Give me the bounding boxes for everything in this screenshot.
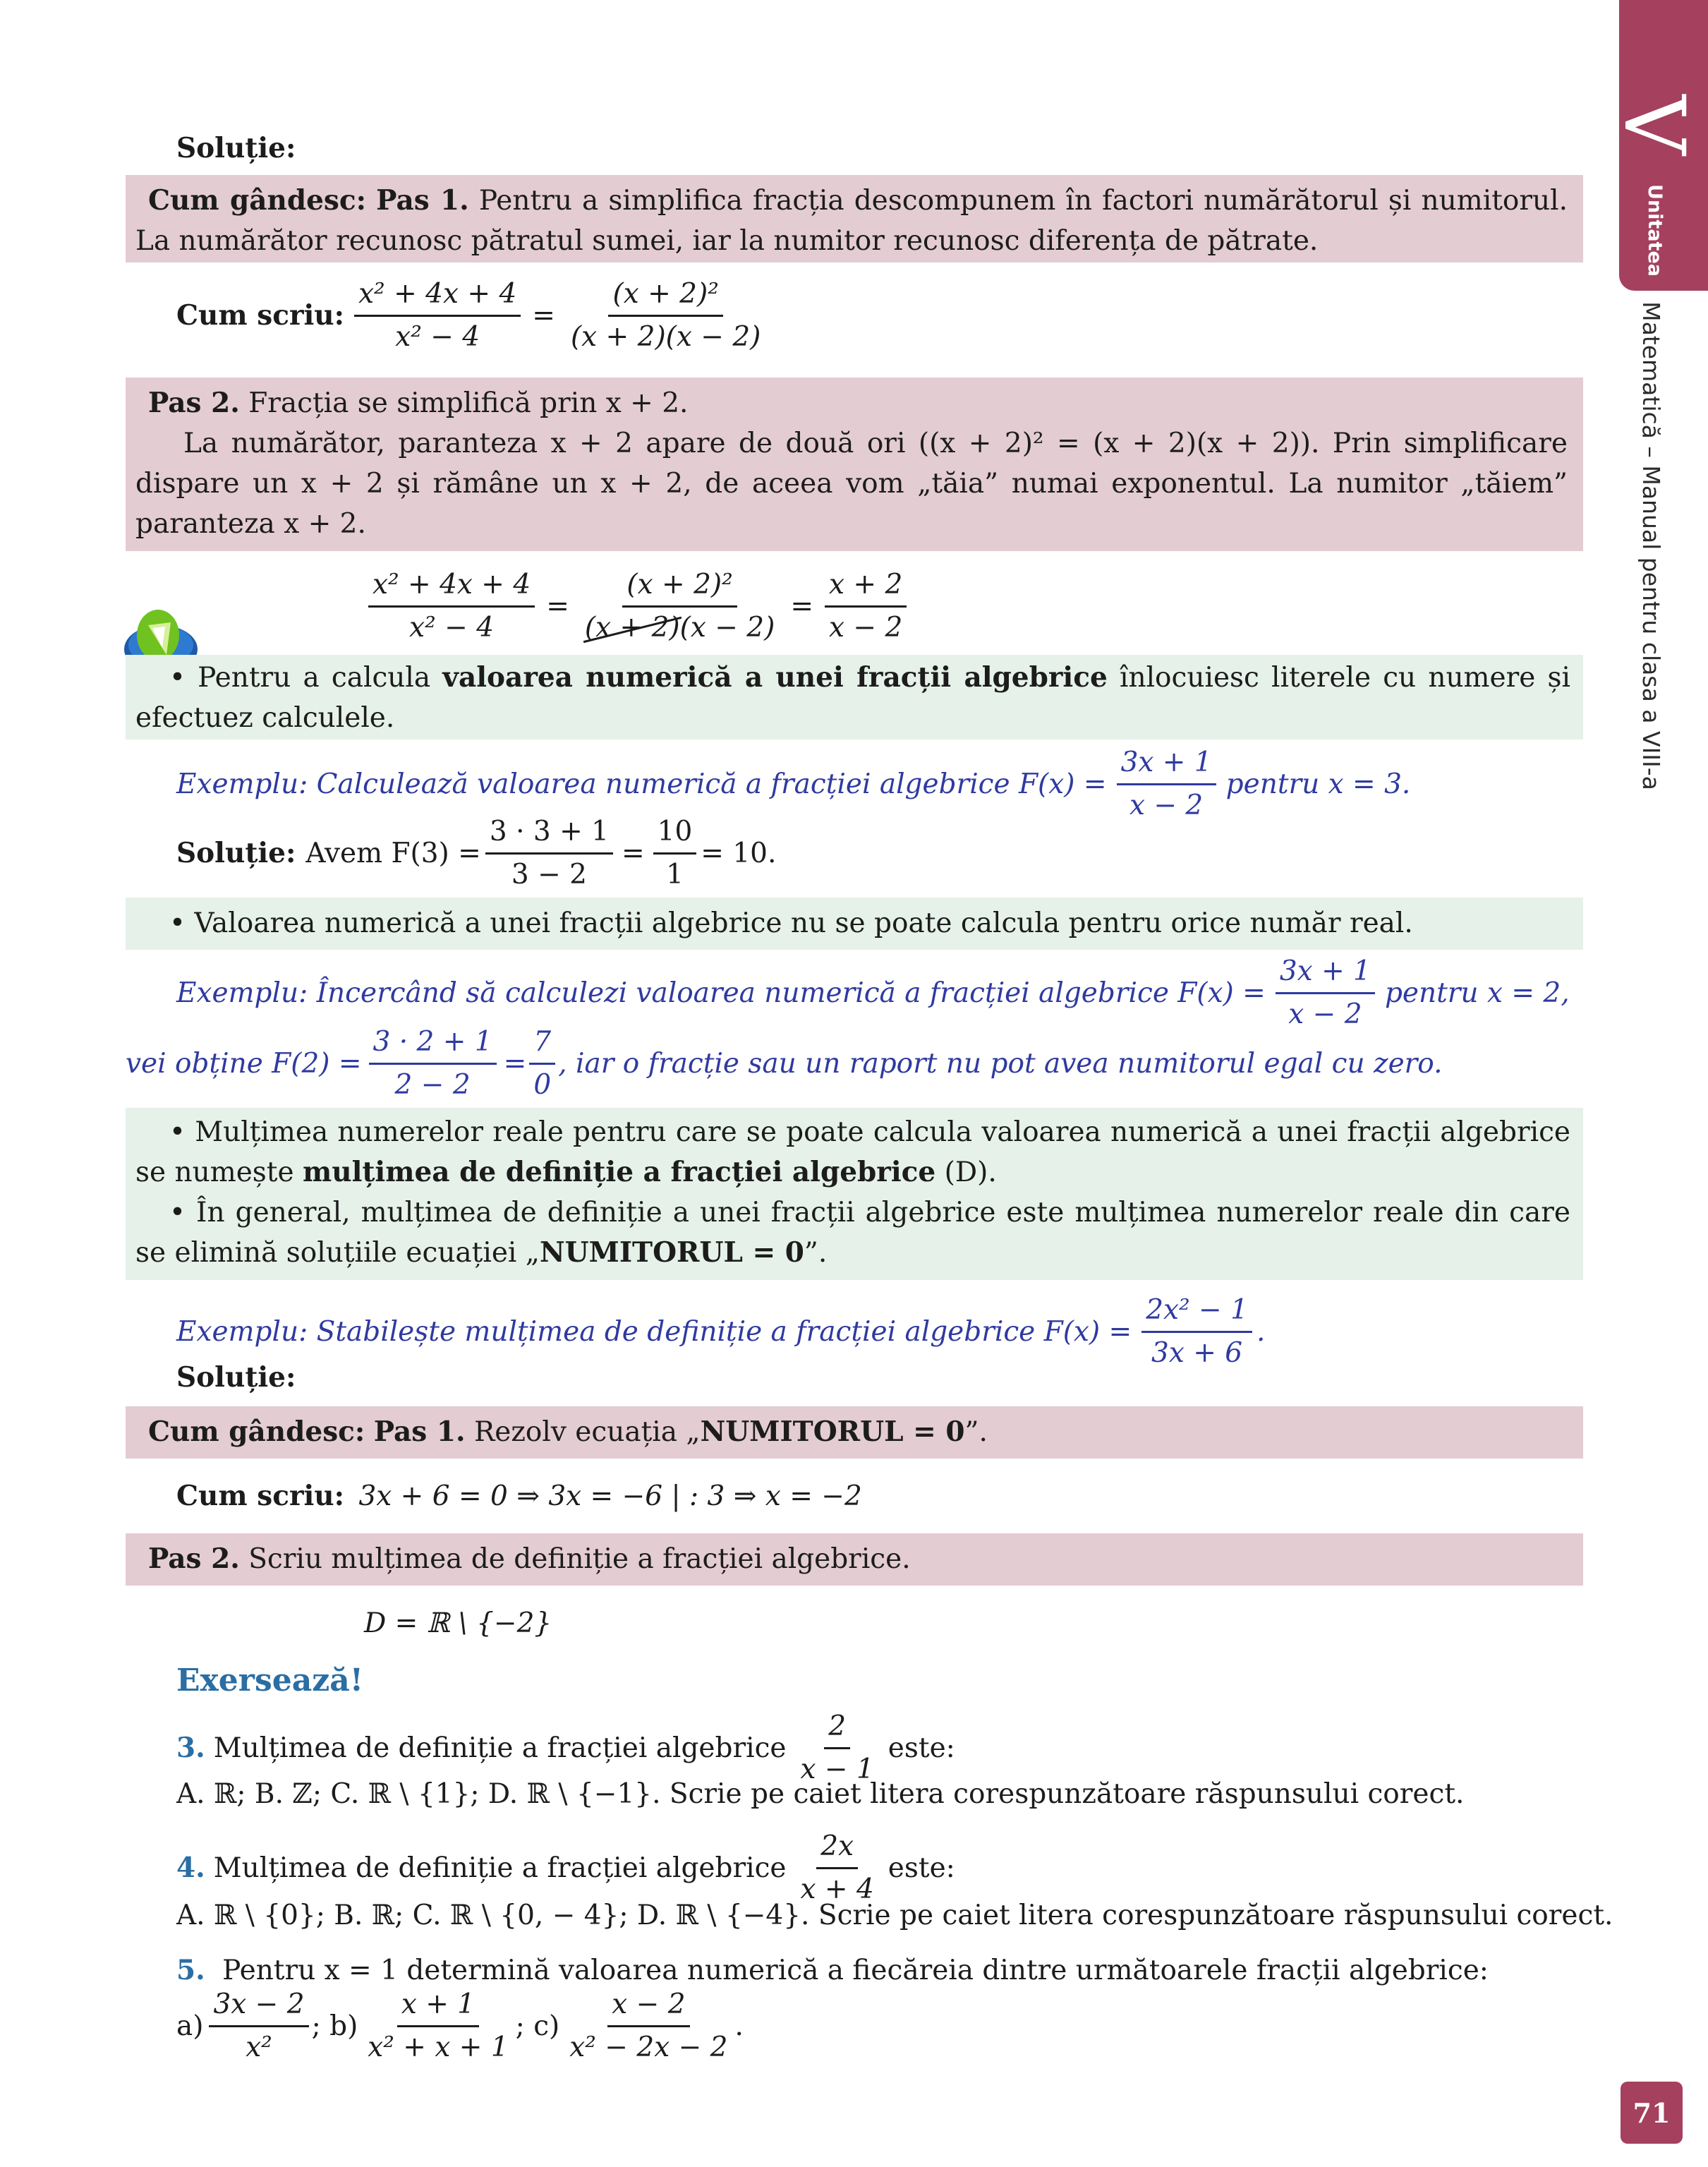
step2-line2: La numărător, paranteza x + 2 apare de două ori ((x + 2)² = (x + 2)(x + 2)). Prin simplificare dispare un x + 2 și rămâne un x + 2, de aceea vom „tăia” numai exponentul. La numitor „tăiem” paranteza x + 2. [135,428,1568,540]
step2-line1: Fracția se simplifică prin x + 2. [248,387,689,419]
example-1: Exemplu: Calculează valoarea numerică a fracției algebrice F(x) = $\frac{3x + 1}{x - 2}$ pentru x = 3. [176,742,1410,826]
think-step1-box-2: Cum gândesc: Pas 1. Rezolv ecuația „NUMITORUL = 0”. [126,1406,1583,1459]
solution-label: Soluție: [176,132,296,164]
book-title: Matematică – Manual pentru clasa a VIII-a [1637,301,1665,790]
write-row-2: Cum scriu: 3x + 6 = 0 ⇒ 3x = −6 | : 3 ⇒ x = −2 [176,1480,862,1512]
exercise-3: 3. Mulțimea de definiție a fracției algebrice $\frac{2}{x - 1}$ este: [176,1706,955,1790]
exercise-5-fractions: a) $\frac{3x - 2}{\text{x²}}$ ; b) $\frac{x + 1}{\text{x² + x + 1}}$ ; c) $\frac{x - 2}{\text{x² − 2x − 2}}$ . [176,1984,744,2068]
example-2-line1: Exemplu: Încercând să calculezi valoarea numerică a fracției algebrice F(x) = $\frac{3x + 1}{x - 2}$ pentru x = 2, [176,951,1585,1035]
example-1-solution: Soluție: Avem F(3) = $\frac{3 \cdot 3 + 1}{3 - 2}$ = $\frac{10}{1}$ = 10. [176,811,776,895]
step1-label: Pas 1. [376,184,469,217]
info-box-domain: • Mulțimea numerelor reale pentru care se poate calcula valoarea numerică a unei fracții algebrice se numește mulțimea de definiție a fracției algebrice (D). • În general, mulțimea de definiție a unei fracții algebrice este mulțimea numerelor reale din care se elimină soluțiile ecuației „NUMITORUL = 0”. [126,1108,1583,1280]
exercise-4: 4. Mulțimea de definiție a fracției algebrice $\frac{2x}{x + 4}$ este: [176,1826,955,1910]
think-step2-box [126,378,1583,551]
write-row-1: Cum scriu: $\frac{\text{x² + 4x + 4}}{\text{x² − 4}}$ = $\frac{\text{(x + 2)²}}{(x + 2)(x - 2)}$ [176,274,769,358]
fraction-original-2: $\frac{\text{x² + 4x + 4}}{\text{x² − 4}}$ [368,565,535,648]
example-3-solution-label: Soluție: [176,1361,296,1394]
fraction-factored: $\frac{\text{(x + 2)²}}{(x + 2)(x - 2)}$ [567,274,765,358]
unit-label: Unitatea [1643,183,1666,277]
struck-factor: (x + 2) [585,608,680,648]
fraction-struck: $\frac{\text{(x + 2)²}}{(x + 2)(x - 2)}$ [581,565,779,648]
simplification-row: $\frac{\text{x² + 4x + 4}}{\text{x² − 4}}$ = $\frac{\text{(x + 2)²}}{(x + 2)(x - 2)}$ = $\frac{x + 2}{x - 2}$ [364,565,911,648]
cum-gandesc-label: Cum gândesc: [148,184,367,217]
think-step1-box [126,175,1583,262]
unit-numeral: V [1606,95,1703,155]
example-2-line2: vei obține F(2) = $\frac{3 \cdot 2 + 1}{2 - 2}$ = $\frac{7}{0}$ , iar o fracție sau un raport nu pot avea numitorul egal cu zero. [126,1022,1443,1106]
step1-text: Pentru a simplifica fracția descompunem în factori numărătorul și numitorul. La numărător recunosc pătratul sumei, iar la numitor recunosc diferența de pătrate. [135,185,1568,257]
cum-scriu-label: Cum scriu: [176,299,345,332]
example-3: Exemplu: Stabilește mulțimea de definiție a fracției algebrice F(x) = $\frac{\text{2x² − 1}}{3x + 6}$ . [176,1290,1265,1374]
exercise-3-options: A. ℝ; B. ℤ; C. ℝ \ {1}; D. ℝ \ {−1}. Scrie pe caiet litera corespunzătoare răspunsului corect. [176,1778,1465,1810]
exercise-5: 5. Pentru x = 1 determină valoarea numerică a fiecăreia dintre următoarele fracții algebrice: [176,1954,1489,1986]
fraction-original: $\frac{\text{x² + 4x + 4}}{\text{x² − 4}}$ [354,274,521,358]
info-box-numeric-value: • Pentru a calcula valoarea numerică a unei fracții algebrice înlocuiesc literele cu numere și efectuez calculele. [126,655,1583,740]
step2-label: Pas 2. [148,387,240,419]
info-box-not-any-real: • Valoarea numerică a unei fracții algebrice nu se poate calcula pentru orice număr real. [126,898,1583,950]
domain-result: D = ℝ \ {−2} [364,1607,552,1639]
fraction-simplified: $\frac{x + 2}{x - 2}$ [825,565,907,648]
think-step2-box-2: Pas 2. Scriu mulțimea de definiție a fracției algebrice. [126,1533,1583,1586]
page-number: 71 [1621,2082,1683,2144]
exercise-4-options: A. ℝ \ {0}; B. ℝ; C. ℝ \ {0, − 4}; D. ℝ \ {−4}. Scrie pe caiet litera corespunzătoare răspunsului corect. [176,1900,1613,1931]
exercises-heading: Exersează! [176,1662,364,1698]
